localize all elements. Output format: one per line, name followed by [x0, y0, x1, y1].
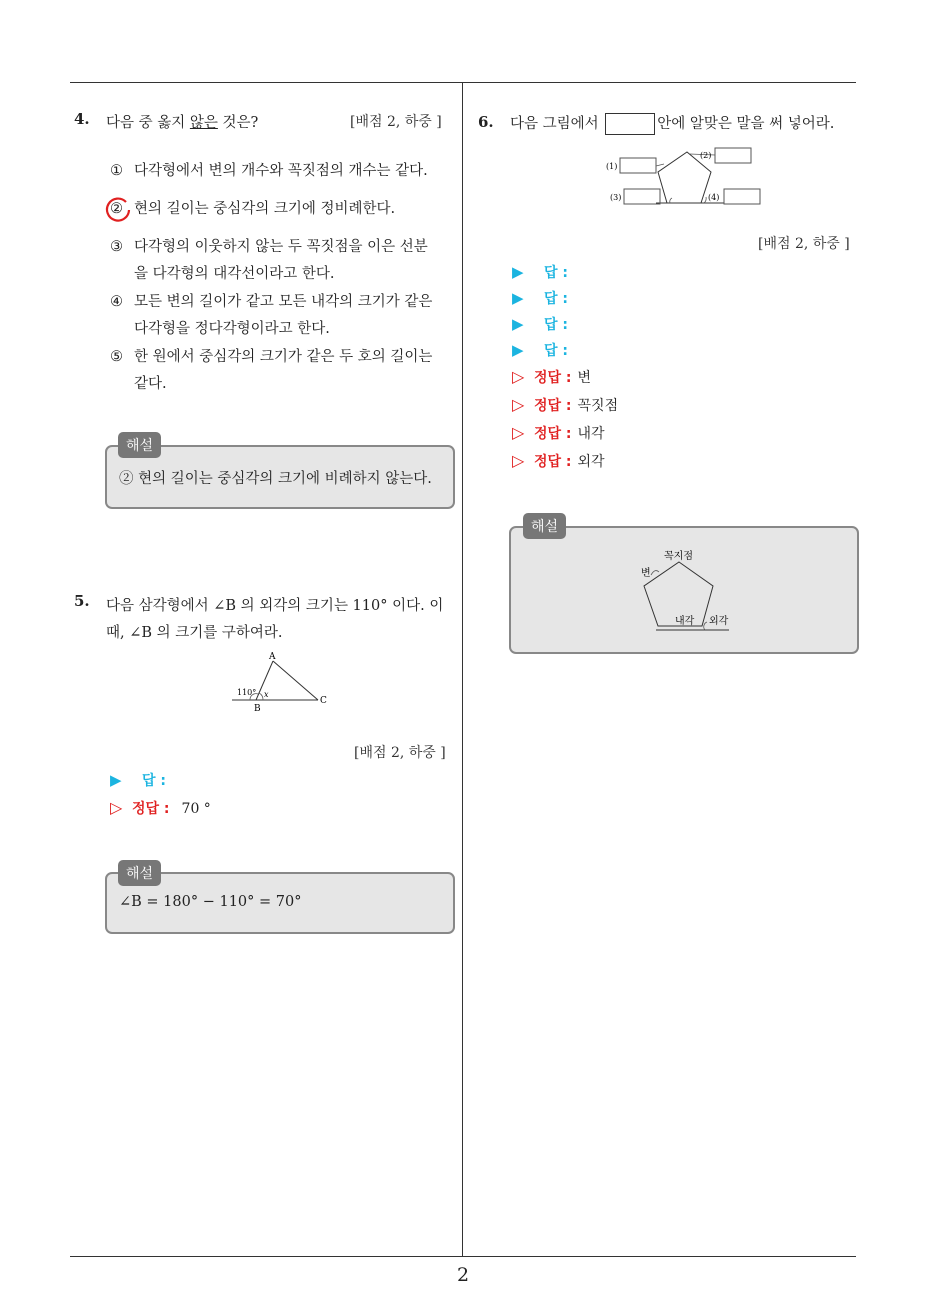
correct-value: 내각 [577, 426, 605, 442]
q4-question [106, 111, 258, 132]
exterior-angle-label: 110° [237, 688, 257, 697]
option-text: 다각형의 이웃하지 않는 두 꼭짓점을 이은 선분 [134, 239, 428, 255]
vertex-label: 꼭지점 [664, 551, 693, 562]
q4-option-1[interactable] [110, 158, 428, 185]
vertex-c-label: C [320, 696, 327, 706]
page-number: 2 [456, 1264, 470, 1286]
option-text: 한 원에서 중심각의 크기가 같은 두 호의 길이는 [134, 349, 433, 365]
option-text: 같다. [134, 376, 167, 392]
q6-explanation-box [509, 526, 859, 654]
q6-correct-row-3 [512, 423, 605, 443]
q5-number: 5. [74, 592, 90, 610]
correct-value: 외각 [577, 454, 605, 470]
correct-value: 70 ° [181, 801, 211, 817]
vertex-a-label: A [269, 652, 276, 662]
answer-label: 답 : [142, 773, 166, 789]
correct-label: 정답 : [534, 426, 572, 442]
option-mark: ② [110, 201, 123, 217]
q4-option-5[interactable] [110, 344, 432, 398]
q4-explanation-tag: 해설 [118, 432, 161, 458]
answer-label: 답 : [544, 291, 568, 307]
triangle-figure [228, 648, 338, 714]
q5-line-1: 다음 삼각형에서 ∠B 의 외각의 크기는 110° 이다. 이 [106, 598, 444, 614]
option-mark: ① [110, 163, 123, 179]
q4-explanation-text: ② 현의 길이는 중심각의 크기에 비례하지 않는다. [119, 471, 432, 487]
correct-arrow-icon: ▷ [512, 367, 525, 386]
q5-line-2: 때, ∠B 의 크기를 구하여라. [106, 625, 283, 641]
q5-answer-row[interactable] [110, 770, 166, 790]
option-mark: ④ [110, 294, 123, 310]
correct-label: 정답 : [534, 370, 572, 386]
vertex-b-label: B [254, 704, 261, 714]
option-mark: ⑤ [110, 349, 123, 365]
label-3: (3) [610, 193, 622, 202]
q6-question [510, 112, 834, 135]
q5-question [106, 593, 443, 647]
correct-arrow-icon: ▷ [512, 395, 525, 414]
option-text: 을 다각형의 대각선이라고 한다. [134, 266, 335, 282]
q6-answer-row-3[interactable] [512, 314, 568, 334]
exterior-angle-label: 외각 [709, 616, 729, 627]
q4-option-4[interactable] [110, 289, 432, 343]
q4-score: [배점 2, 하중 ] [350, 114, 442, 130]
pentagon-figure [600, 142, 770, 212]
q6-answer-row-2[interactable] [512, 288, 568, 308]
option-text: 현의 길이는 중심각의 크기에 정비례한다. [134, 201, 396, 217]
answer-arrow-icon: ▶ [512, 315, 524, 333]
q6-answer-row-1[interactable] [512, 262, 568, 282]
q6-score: [배점 2, 하중 ] [758, 236, 850, 252]
correct-arrow-icon: ▷ [110, 798, 123, 817]
label-4: (4) [708, 193, 720, 202]
q5-explanation-tag: 해설 [118, 860, 161, 886]
interior-angle-arc [259, 693, 263, 700]
answer-label: 답 : [544, 343, 568, 359]
explanation-pentagon-figure [629, 548, 749, 638]
blank-3 [624, 189, 660, 204]
correct-arrow-icon: ▷ [512, 451, 525, 470]
top-rule [70, 82, 856, 83]
blank-box-icon [605, 113, 655, 135]
q4-text-underlined: 않은 [189, 115, 218, 131]
bottom-rule [70, 1256, 856, 1257]
answer-label: 답 : [544, 265, 568, 281]
blank-1 [620, 158, 656, 173]
correct-value: 변 [577, 370, 592, 386]
column-divider [462, 82, 463, 1256]
q6-answer-row-4[interactable] [512, 340, 568, 360]
answer-arrow-icon: ▶ [512, 289, 524, 307]
q6-number: 6. [478, 113, 494, 131]
option-text: 모든 변의 길이가 같고 모든 내각의 크기가 같은 [134, 294, 433, 310]
option-text: 다각형을 정다각형이라고 한다. [134, 321, 330, 337]
answer-arrow-icon: ▶ [512, 341, 524, 359]
interior-angle-label: 내각 [675, 616, 695, 627]
q5-correct-row [110, 798, 211, 818]
q5-explanation-text: ∠B = 180° − 110° = 70° [119, 894, 302, 910]
unknown-angle-label: x [264, 690, 269, 699]
label-2: (2) [700, 151, 712, 160]
q6-text-pre: 다음 그림에서 [510, 116, 599, 132]
q4-option-3[interactable] [110, 234, 428, 288]
option-text: 다각형에서 변의 개수와 꼭짓점의 개수는 같다. [134, 163, 428, 179]
q6-explanation-tag: 해설 [523, 513, 566, 539]
correct-arrow-icon: ▷ [512, 423, 525, 442]
option-mark: ③ [110, 239, 123, 255]
q4-option-2[interactable] [110, 196, 395, 223]
q4-text-pre: 다음 중 옳지 [106, 115, 190, 131]
q5-score: [배점 2, 하중 ] [354, 745, 446, 761]
q6-correct-row-4 [512, 451, 605, 471]
answer-arrow-icon: ▶ [110, 771, 122, 789]
triangle-side-ac [273, 661, 318, 700]
correct-label: 정답 : [534, 454, 572, 470]
blank-2 [715, 148, 751, 163]
q6-correct-row-1 [512, 367, 591, 387]
correct-label: 정답 : [534, 398, 572, 414]
correct-label: 정답 : [132, 801, 170, 817]
selected-answer-circle [104, 196, 132, 224]
answer-label: 답 : [544, 317, 568, 333]
blank-4 [724, 189, 760, 204]
q6-correct-row-2 [512, 395, 618, 415]
q4-text-post: 것은? [217, 115, 259, 131]
q6-text-post: 안에 알맞은 말을 써 넣어라. [657, 116, 835, 132]
answer-arrow-icon: ▶ [512, 263, 524, 281]
label-1: (1) [606, 162, 618, 171]
side-label: 변 [641, 568, 651, 579]
q4-number: 4. [74, 110, 90, 128]
correct-value: 꼭짓점 [577, 398, 619, 414]
